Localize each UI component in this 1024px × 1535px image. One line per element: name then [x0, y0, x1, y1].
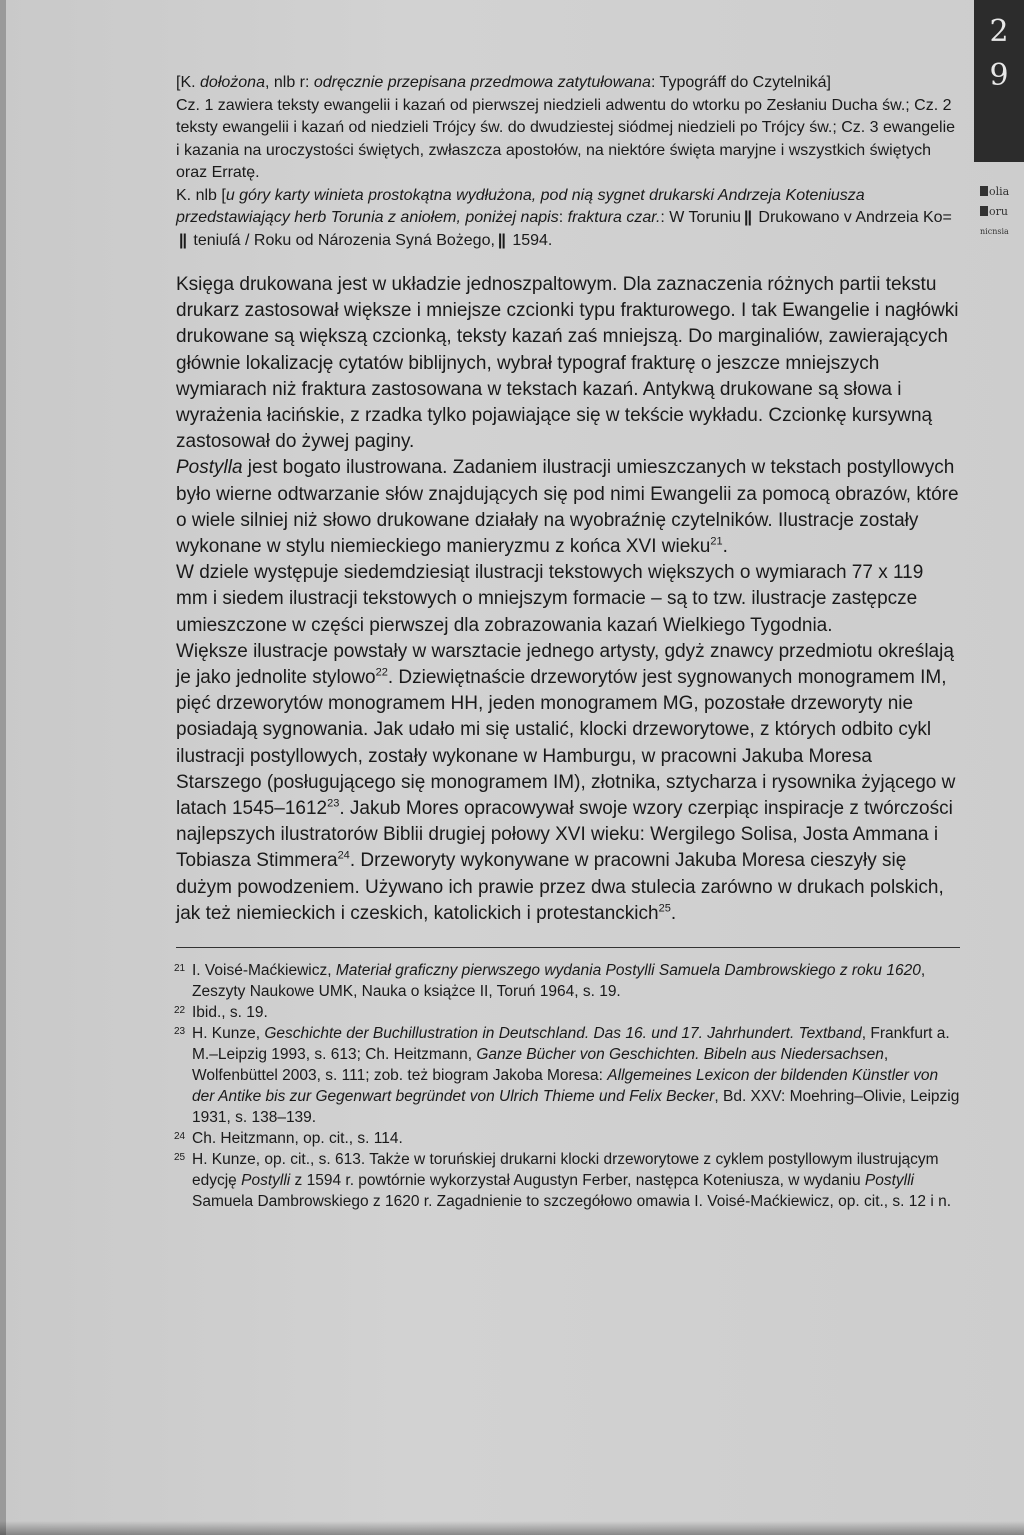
tab-digit-2: 9 — [989, 58, 1009, 93]
text: . Jakub Mores opracowywał swoje wzory czerpiąc inspiracje z twórczości najlepszych ilustratorów Biblii drugiej połowy XVI wieku: Wergilego Solisa, Josta Ammana i Tobiasza Stimmera — [176, 798, 953, 872]
footnote-number: 22 — [174, 1005, 186, 1017]
italic-text: Postylli — [241, 1172, 291, 1190]
body-text — [176, 272, 960, 927]
footnote — [176, 1002, 960, 1023]
logo-line-1: olia — [989, 185, 1010, 198]
text: Większe ilustracje powstały w warsztacie jednego artysty, gdyż znawcy przedmiotu określają je jako jednolite stylowo — [176, 640, 954, 689]
line-separator: || — [497, 231, 505, 249]
text: teniuſá / Roku od Nározenia Syná Bożego, — [188, 231, 495, 249]
page-left-edge — [0, 0, 6, 1535]
text: , Frankfurt a. M.–Leipzig 1993, s. 613; Ch. Heitzmann, — [192, 1025, 950, 1064]
italic-text: Postylli — [864, 1172, 915, 1190]
footnote-number: 21 — [174, 963, 186, 975]
italic-text: u góry karty winieta prostokątna wydłużona, pod nią sygnet drukarski Andrzeja Koteniusza przedstawiający herb Torunia z aniołem, poniżej napis — [176, 186, 865, 226]
footnote-ref: 24 — [337, 850, 350, 863]
italic-text: fraktura czar. — [567, 209, 661, 226]
text: : Typográff do Czytelniká] — [650, 74, 831, 91]
text: Drukowano v Andrzeia Ko= — [753, 209, 952, 226]
footnote-number: 23 — [174, 1026, 186, 1038]
main-content — [176, 72, 960, 1212]
footnote-ref: 22 — [375, 666, 388, 679]
text: H. Kunze, — [192, 1025, 265, 1043]
biblio-paragraph — [176, 72, 960, 95]
footnote-divider — [176, 947, 960, 948]
logo-line-3: nicnsia — [980, 227, 1009, 236]
footnote — [176, 1023, 960, 1128]
body-paragraph — [176, 639, 960, 927]
line-separator: || — [179, 231, 186, 249]
line-separator: || — [744, 209, 751, 226]
footnote-number: 25 — [174, 1152, 186, 1164]
biblio-paragraph — [176, 185, 960, 253]
text: 1594. — [507, 231, 553, 249]
logo-square-icon — [980, 186, 988, 196]
footnote — [176, 960, 960, 1002]
text: , nlb r: — [264, 74, 314, 91]
footnote-ref: 23 — [327, 797, 340, 810]
footnotes — [176, 960, 960, 1212]
footnote — [176, 1128, 960, 1149]
text: , Zeszyty Naukowe UMK, Nauka o książce II, Toruń 1964, s. 19. — [192, 962, 926, 1001]
italic-text: Allgemeines Lexicon der bildenden Künstler von der Antike bis zur Gegenwart begründet von Ulrich Thieme und Felix Becker — [192, 1067, 939, 1106]
bibliographic-description — [176, 72, 960, 252]
body-paragraph: Księga drukowana jest w układzie jednoszpaltowym. Dla zaznaczenia różnych partii tekstu drukarz zastosował większe i mniejsze czcionki typu frakturowego. I tak Ewangelie i nagłówki drukowane są większą czcionką, teksty kazań zaś mniejszą. Do marginaliów, zawierających głównie lokalizację cytatów biblijnych, wybrał typograf frakturę o jeszcze mniejszych wymiarach niż fraktura zastosowana w tekstach kazań. Antykwą drukowane są słowa i wyrażenia łacińskie, z rzadka tylko pojawiające się w tekście wykładu. Czcionkę kursywną zastosował do żywej paginy. — [176, 274, 959, 453]
text: z 1594 r. powtórnie wykorzystał Augustyn Ferber, następca Koteniusza, w wydaniu — [290, 1172, 865, 1190]
text: : W Toruniu — [660, 209, 742, 226]
text: H. Kunze, op. cit., s. 613. Także w toruńskiej drukarni klocki drzeworytowe z cyklem postyllowym ilustrującym edycję — [192, 1151, 939, 1190]
text: . — [722, 536, 728, 558]
footnote-number: 24 — [174, 1131, 186, 1143]
tab-digit-1: 2 — [989, 14, 1009, 49]
footnote-ref: 21 — [710, 535, 723, 548]
text: Ibid., s. 19. — [192, 1004, 268, 1022]
italic-text: Ganze Bücher von Geschichten. Bibeln aus Niedersachsen — [476, 1046, 884, 1064]
text: K. nlb [ — [176, 186, 226, 204]
body-paragraph: W dziele występuje siedemdziesiąt ilustracji tekstowych większych o wymiarach 77 x 119 mm i siedem ilustracji tekstowych o mniejszym formacie – są to tzw. ilustracje zastępcze umieszczone w części pierwszej dla zobrazowania kazań Wielkiego Tygodnia. — [176, 562, 924, 636]
page-bottom-shadow — [0, 1521, 1024, 1535]
italic-text: Materiał graficzny pierwszego wydania Postylli Samuela Dambrowskiego z roku 1620 — [335, 962, 921, 980]
text: Ch. Heitzmann, op. cit., s. 114. — [192, 1130, 403, 1148]
body-paragraph — [176, 455, 960, 560]
footnote — [176, 1149, 960, 1212]
logo-square-icon — [980, 206, 988, 216]
footnote-ref: 25 — [658, 902, 671, 915]
page-number-tab — [974, 0, 1024, 162]
logo-line-2: oru — [989, 205, 1008, 218]
biblio-paragraph: Cz. 1 zawiera teksty ewangelii i kazań od pierwszej niedzieli adwentu do wtorku po Zesłaniu Ducha św.; Cz. 2 teksty ewangelii i kazań od niedzieli Trójcy św. do dwudziestej siódmej niedzieli po Trójcy św.; Cz. 3 ewangelie i kazania na uroczystości świętych, zwłaszcza apostołów, na niektóre święta maryjne i wszystkich świętych oraz Erratę. — [176, 96, 956, 181]
text: : — [558, 209, 568, 226]
italic-text: odręcznie przepisana przedmowa zatytułowana — [313, 74, 651, 91]
text: . — [670, 902, 677, 924]
text: [K. — [176, 74, 201, 91]
text: . Dziewiętnaście drzeworytów jest sygnowanych monogramem IM, pięć drzeworytów monogramem HH, jeden monogramem MG, pozostałe drzeworyty nie posiadają sygnowania. Jak udało mi się ustalić, klocki drzeworytowe, z których odbito cykl ilustracji postyllowych, zostały wykonane w Hamburgu, w pracowni Jakuba Moresa Starszego (posługującego się monogramem IM), złotnika, sztycharza i rysownika żyjącego w latach 1545–1612 — [176, 667, 956, 820]
italic-text: dołożona — [200, 74, 265, 91]
text: I. Voisé-Maćkiewicz, — [192, 962, 336, 980]
italic-text: Geschichte der Buchillustration in Deutschland. Das 16. und 17. Jahrhundert. Textband — [264, 1025, 862, 1043]
text: jest bogato ilustrowana. Zadaniem ilustracji umieszczanych w tekstach postyllowych było wierne odtwarzanie słów znajdujących się pod nimi Ewangelii za pomocą obrazów, które o wiele silniej niż słowo drukowane działały na wyobraźnię czytelników. Ilustracje zostały wykonane w stylu niemieckiego manieryzmu z końca XVI wieku — [176, 457, 959, 558]
series-logo — [974, 182, 1024, 282]
text: Samuela Dambrowskiego z 1620 r. Zagadnienie to szczegółowo omawia I. Voisé-Maćkiewicz, op. cit., s. 12 i n. — [192, 1193, 952, 1211]
text: , Bd. XXV: Moehring–Olivie, Leipzig 1931, s. 138–139. — [192, 1088, 960, 1127]
text: , Wolfenbüttel 2003, s. 111; zob. też biogram Jakoba Moresa: — [192, 1046, 889, 1085]
italic-text: Postylla — [176, 457, 243, 479]
text: . Drzeworyty wykonywane w pracowni Jakuba Moresa cieszyły się dużym powodzeniem. Używano ich prawie przez dwa stulecia zarówno w drukach polskich, jak też niemieckich i czeskich, katolickich i protestanckich — [176, 850, 944, 924]
